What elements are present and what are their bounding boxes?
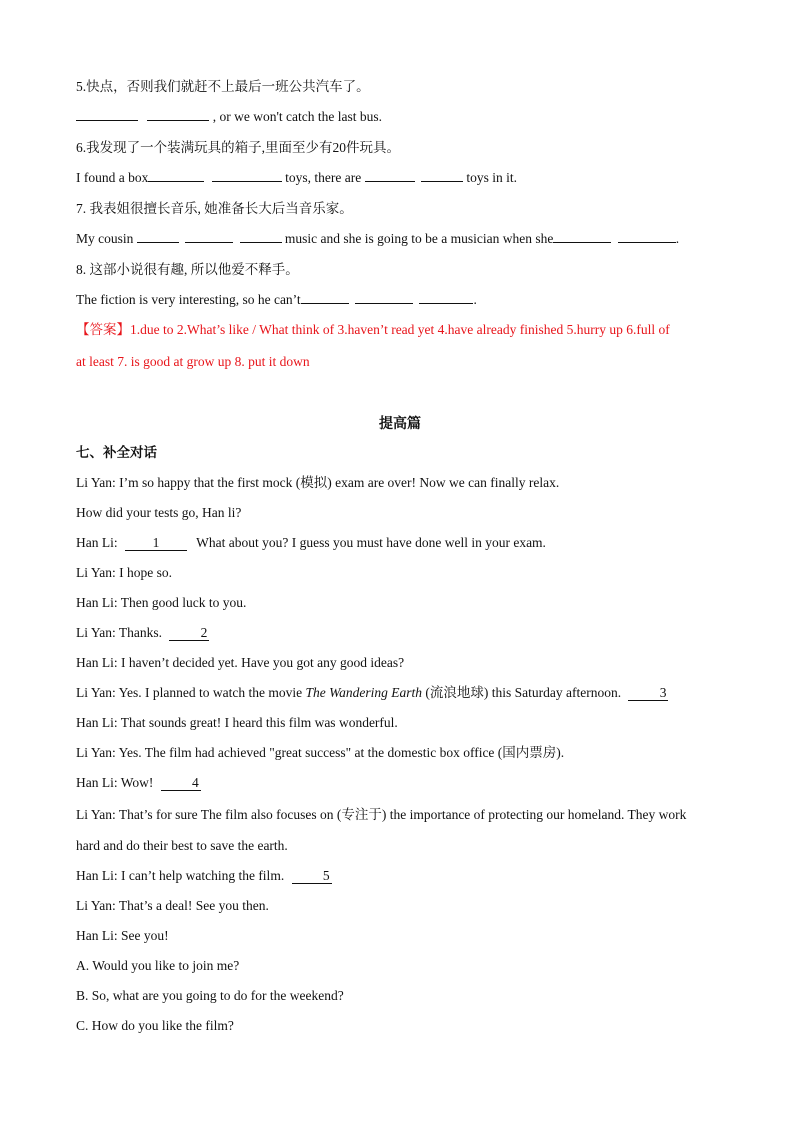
- dialogue-line: Han Li: See you!: [76, 928, 169, 943]
- blank[interactable]: [185, 230, 233, 243]
- dialogue-line: Li Yan: That’s for sure The film also focuses on (专注于) the importance of protecting our homeland. They work: [76, 807, 687, 822]
- blank[interactable]: [301, 291, 349, 304]
- q8-chinese: 8. 这部小说很有趣, 所以他爱不释手。: [76, 262, 299, 277]
- dialogue-line: Li Yan: I hope so.: [76, 565, 173, 580]
- section-title: 提高篇: [379, 417, 421, 432]
- dialogue-line: How did your tests go, Han li?: [76, 505, 242, 520]
- blank[interactable]: [240, 230, 282, 243]
- dialogue-line: Han Li: Then good luck to you.: [76, 595, 247, 610]
- option-c: C. How do you like the film?: [76, 1018, 234, 1033]
- gap-3[interactable]: 3: [628, 685, 668, 701]
- blank[interactable]: [212, 169, 282, 182]
- dialogue-line: Han Li: That sounds great! I heard this film was wonderful.: [76, 715, 398, 730]
- option-a: A. Would you like to join me?: [76, 958, 240, 973]
- answer-line-2: at least 7. is good at grow up 8. put it down: [76, 354, 310, 369]
- q6-chinese: 6.我发现了一个装满玩具的箱子,里面至少有20件玩具。: [76, 140, 400, 155]
- dialogue-line: hard and do their best to save the earth.: [76, 838, 288, 853]
- q7-english: My cousin music and she is going to be a musician when she .: [76, 231, 680, 246]
- blank[interactable]: [618, 230, 676, 243]
- dialogue-line: Han Li: Wow! 4: [76, 775, 199, 790]
- gap-2[interactable]: 2: [169, 625, 209, 641]
- q6-english: I found a box toys, there are toys in it.: [76, 170, 517, 185]
- option-b: B. So, what are you going to do for the weekend?: [76, 988, 344, 1003]
- blank[interactable]: [76, 108, 138, 121]
- blank[interactable]: [355, 291, 413, 304]
- blank[interactable]: [137, 230, 179, 243]
- q5-english: , or we won't catch the last bus.: [76, 108, 382, 126]
- blank[interactable]: [147, 108, 209, 121]
- dialogue-line: Li Yan: That’s a deal! See you then.: [76, 898, 269, 913]
- part-heading: 七、补全对话: [76, 445, 157, 460]
- dialogue-line: Li Yan: I’m so happy that the first mock (模拟) exam are over! Now we can finally relax.: [76, 475, 560, 490]
- blank[interactable]: [421, 169, 463, 182]
- dialogue-line: Han Li: I haven’t decided yet. Have you got any good ideas?: [76, 655, 405, 670]
- movie-title: The Wandering Earth: [305, 685, 422, 700]
- gap-1[interactable]: 1: [125, 535, 187, 551]
- q8-english: The fiction is very interesting, so he can’t .: [76, 292, 477, 307]
- blank[interactable]: [365, 169, 415, 182]
- gap-4[interactable]: 4: [161, 775, 201, 791]
- dialogue-line: Li Yan: Yes. I planned to watch the movie The Wandering Earth (流浪地球) this Saturday afternoon. 3: [76, 685, 667, 700]
- answer-line-1: 【答案】1.due to 2.What’s like / What think of 3.haven’t read yet 4.have already finished 5.hurry up 6.full of: [76, 322, 670, 337]
- blank[interactable]: [553, 230, 611, 243]
- gap-5[interactable]: 5: [292, 868, 332, 884]
- dialogue-line: Han Li: I can’t help watching the film. 5: [76, 868, 330, 883]
- q7-chinese: 7. 我表姐很擅长音乐, 她准备长大后当音乐家。: [76, 201, 353, 216]
- dialogue-line: Han Li: 1 What about you? I guess you must have done well in your exam.: [76, 535, 546, 550]
- blank[interactable]: [148, 169, 204, 182]
- dialogue-line: Li Yan: Thanks. 2: [76, 625, 208, 640]
- q5-chinese: 5.快点，否则我们就赶不上最后一班公共汽车了。: [76, 79, 370, 94]
- dialogue-line: Li Yan: Yes. The film had achieved "great success" at the domestic box office (国内票房).: [76, 745, 565, 760]
- blank[interactable]: [419, 291, 473, 304]
